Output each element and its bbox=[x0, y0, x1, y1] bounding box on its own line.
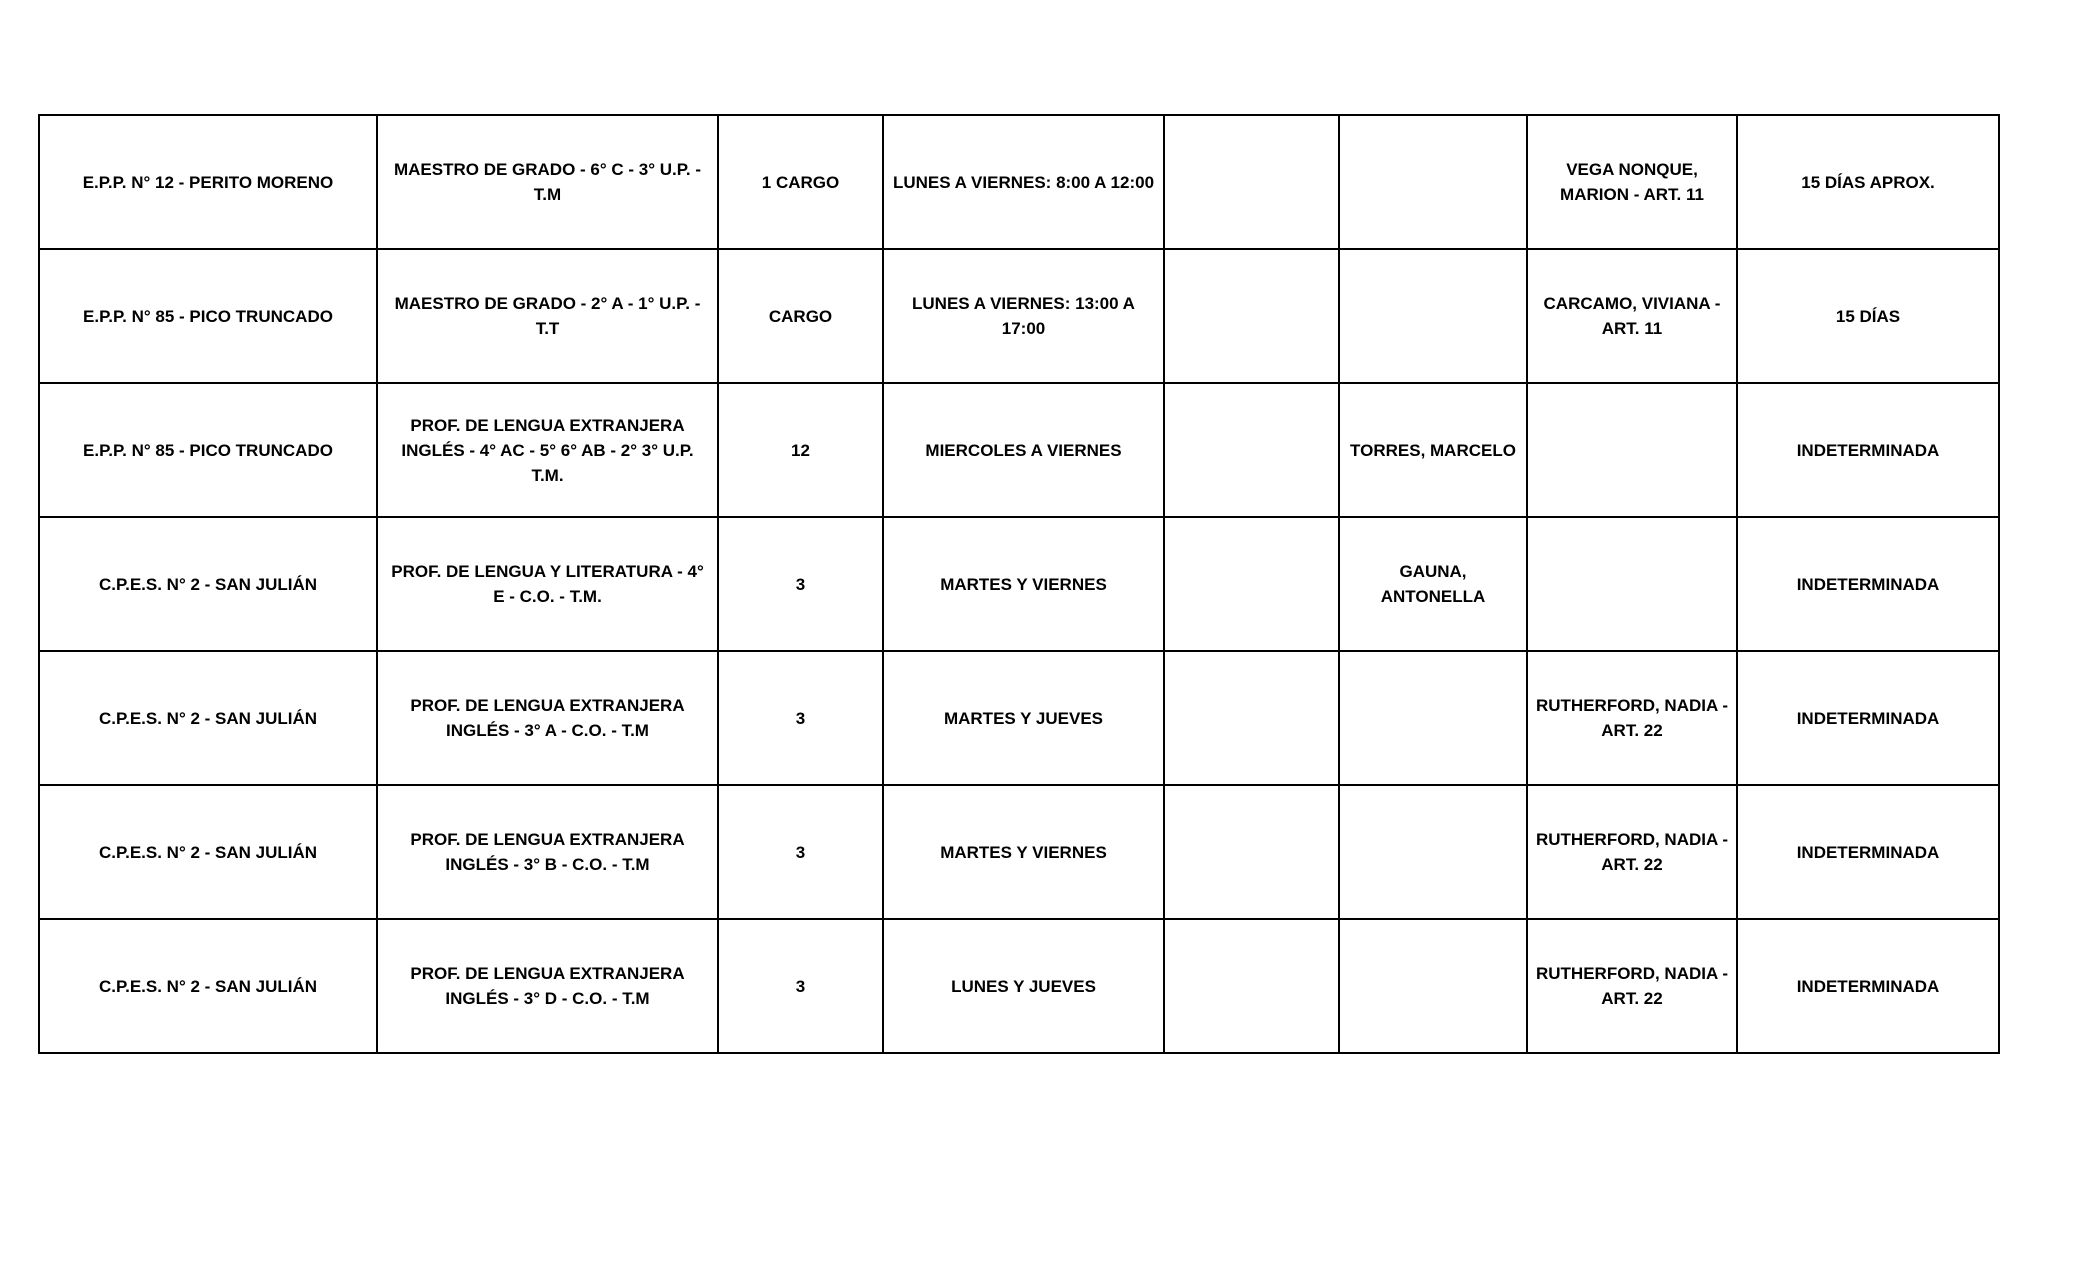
table-row bbox=[39, 651, 1999, 785]
cell-horario: LUNES A VIERNES: 8:00 A 12:00 bbox=[883, 115, 1164, 249]
table-row bbox=[39, 115, 1999, 249]
cell-docente bbox=[1339, 919, 1527, 1053]
table-row bbox=[39, 919, 1999, 1053]
cell-docente bbox=[1339, 115, 1527, 249]
cell-horario: MARTES Y VIERNES bbox=[883, 517, 1164, 651]
cell-docente bbox=[1339, 249, 1527, 383]
cell-reemplaza: VEGA NONQUE, MARION - ART. 11 bbox=[1527, 115, 1737, 249]
cell-horario: MIERCOLES A VIERNES bbox=[883, 383, 1164, 517]
cell-docente: TORRES, MARCELO bbox=[1339, 383, 1527, 517]
cell-reemplaza: RUTHERFORD, NADIA - ART. 22 bbox=[1527, 651, 1737, 785]
cell-empty-5 bbox=[1164, 785, 1339, 919]
table-row bbox=[39, 249, 1999, 383]
cell-cargo: PROF. DE LENGUA EXTRANJERA INGLÉS - 3° A - C.O. - T.M bbox=[377, 651, 718, 785]
cell-reemplaza: RUTHERFORD, NADIA - ART. 22 bbox=[1527, 785, 1737, 919]
cell-escuela: E.P.P. N° 12 - PERITO MORENO bbox=[39, 115, 377, 249]
cell-horario: LUNES A VIERNES: 13:00 A 17:00 bbox=[883, 249, 1164, 383]
cell-escuela: C.P.E.S. N° 2 - SAN JULIÁN bbox=[39, 517, 377, 651]
cell-reemplaza: CARCAMO, VIVIANA - ART. 11 bbox=[1527, 249, 1737, 383]
cell-escuela: E.P.P. N° 85 - PICO TRUNCADO bbox=[39, 383, 377, 517]
cell-docente bbox=[1339, 785, 1527, 919]
cell-escuela: E.P.P. N° 85 - PICO TRUNCADO bbox=[39, 249, 377, 383]
cell-reemplaza bbox=[1527, 517, 1737, 651]
cell-cargo: PROF. DE LENGUA EXTRANJERA INGLÉS - 3° D - C.O. - T.M bbox=[377, 919, 718, 1053]
cell-duracion: 15 DÍAS APROX. bbox=[1737, 115, 1999, 249]
cell-escuela: C.P.E.S. N° 2 - SAN JULIÁN bbox=[39, 785, 377, 919]
cell-empty-5 bbox=[1164, 919, 1339, 1053]
cell-horas: 3 bbox=[718, 919, 883, 1053]
table-row bbox=[39, 517, 1999, 651]
cell-horas: 3 bbox=[718, 785, 883, 919]
vacancies-table bbox=[38, 114, 2000, 1054]
cell-horas: 12 bbox=[718, 383, 883, 517]
cell-cargo: PROF. DE LENGUA EXTRANJERA INGLÉS - 4° AC - 5° 6° AB - 2° 3° U.P. T.M. bbox=[377, 383, 718, 517]
cell-duracion: INDETERMINADA bbox=[1737, 919, 1999, 1053]
cell-empty-5 bbox=[1164, 249, 1339, 383]
cell-empty-5 bbox=[1164, 517, 1339, 651]
cell-horario: LUNES Y JUEVES bbox=[883, 919, 1164, 1053]
cell-docente: GAUNA, ANTONELLA bbox=[1339, 517, 1527, 651]
cell-empty-5 bbox=[1164, 383, 1339, 517]
cell-duracion: INDETERMINADA bbox=[1737, 651, 1999, 785]
cell-duracion: INDETERMINADA bbox=[1737, 517, 1999, 651]
cell-duracion: INDETERMINADA bbox=[1737, 383, 1999, 517]
cell-horas: 1 CARGO bbox=[718, 115, 883, 249]
table-row bbox=[39, 785, 1999, 919]
cell-empty-5 bbox=[1164, 651, 1339, 785]
cell-duracion: 15 DÍAS bbox=[1737, 249, 1999, 383]
cell-empty-5 bbox=[1164, 115, 1339, 249]
cell-reemplaza: RUTHERFORD, NADIA - ART. 22 bbox=[1527, 919, 1737, 1053]
cell-horario: MARTES Y JUEVES bbox=[883, 651, 1164, 785]
cell-reemplaza bbox=[1527, 383, 1737, 517]
cell-cargo: PROF. DE LENGUA EXTRANJERA INGLÉS - 3° B - C.O. - T.M bbox=[377, 785, 718, 919]
cell-cargo: MAESTRO DE GRADO - 2° A - 1° U.P. - T.T bbox=[377, 249, 718, 383]
cell-escuela: C.P.E.S. N° 2 - SAN JULIÁN bbox=[39, 651, 377, 785]
cell-horario: MARTES Y VIERNES bbox=[883, 785, 1164, 919]
cell-cargo: MAESTRO DE GRADO - 6° C - 3° U.P. - T.M bbox=[377, 115, 718, 249]
cell-horas: 3 bbox=[718, 517, 883, 651]
cell-horas: CARGO bbox=[718, 249, 883, 383]
cell-docente bbox=[1339, 651, 1527, 785]
cell-horas: 3 bbox=[718, 651, 883, 785]
cell-escuela: C.P.E.S. N° 2 - SAN JULIÁN bbox=[39, 919, 377, 1053]
table-row bbox=[39, 383, 1999, 517]
cell-cargo: PROF. DE LENGUA Y LITERATURA - 4° E - C.O. - T.M. bbox=[377, 517, 718, 651]
table-body bbox=[39, 115, 1999, 1053]
cell-duracion: INDETERMINADA bbox=[1737, 785, 1999, 919]
